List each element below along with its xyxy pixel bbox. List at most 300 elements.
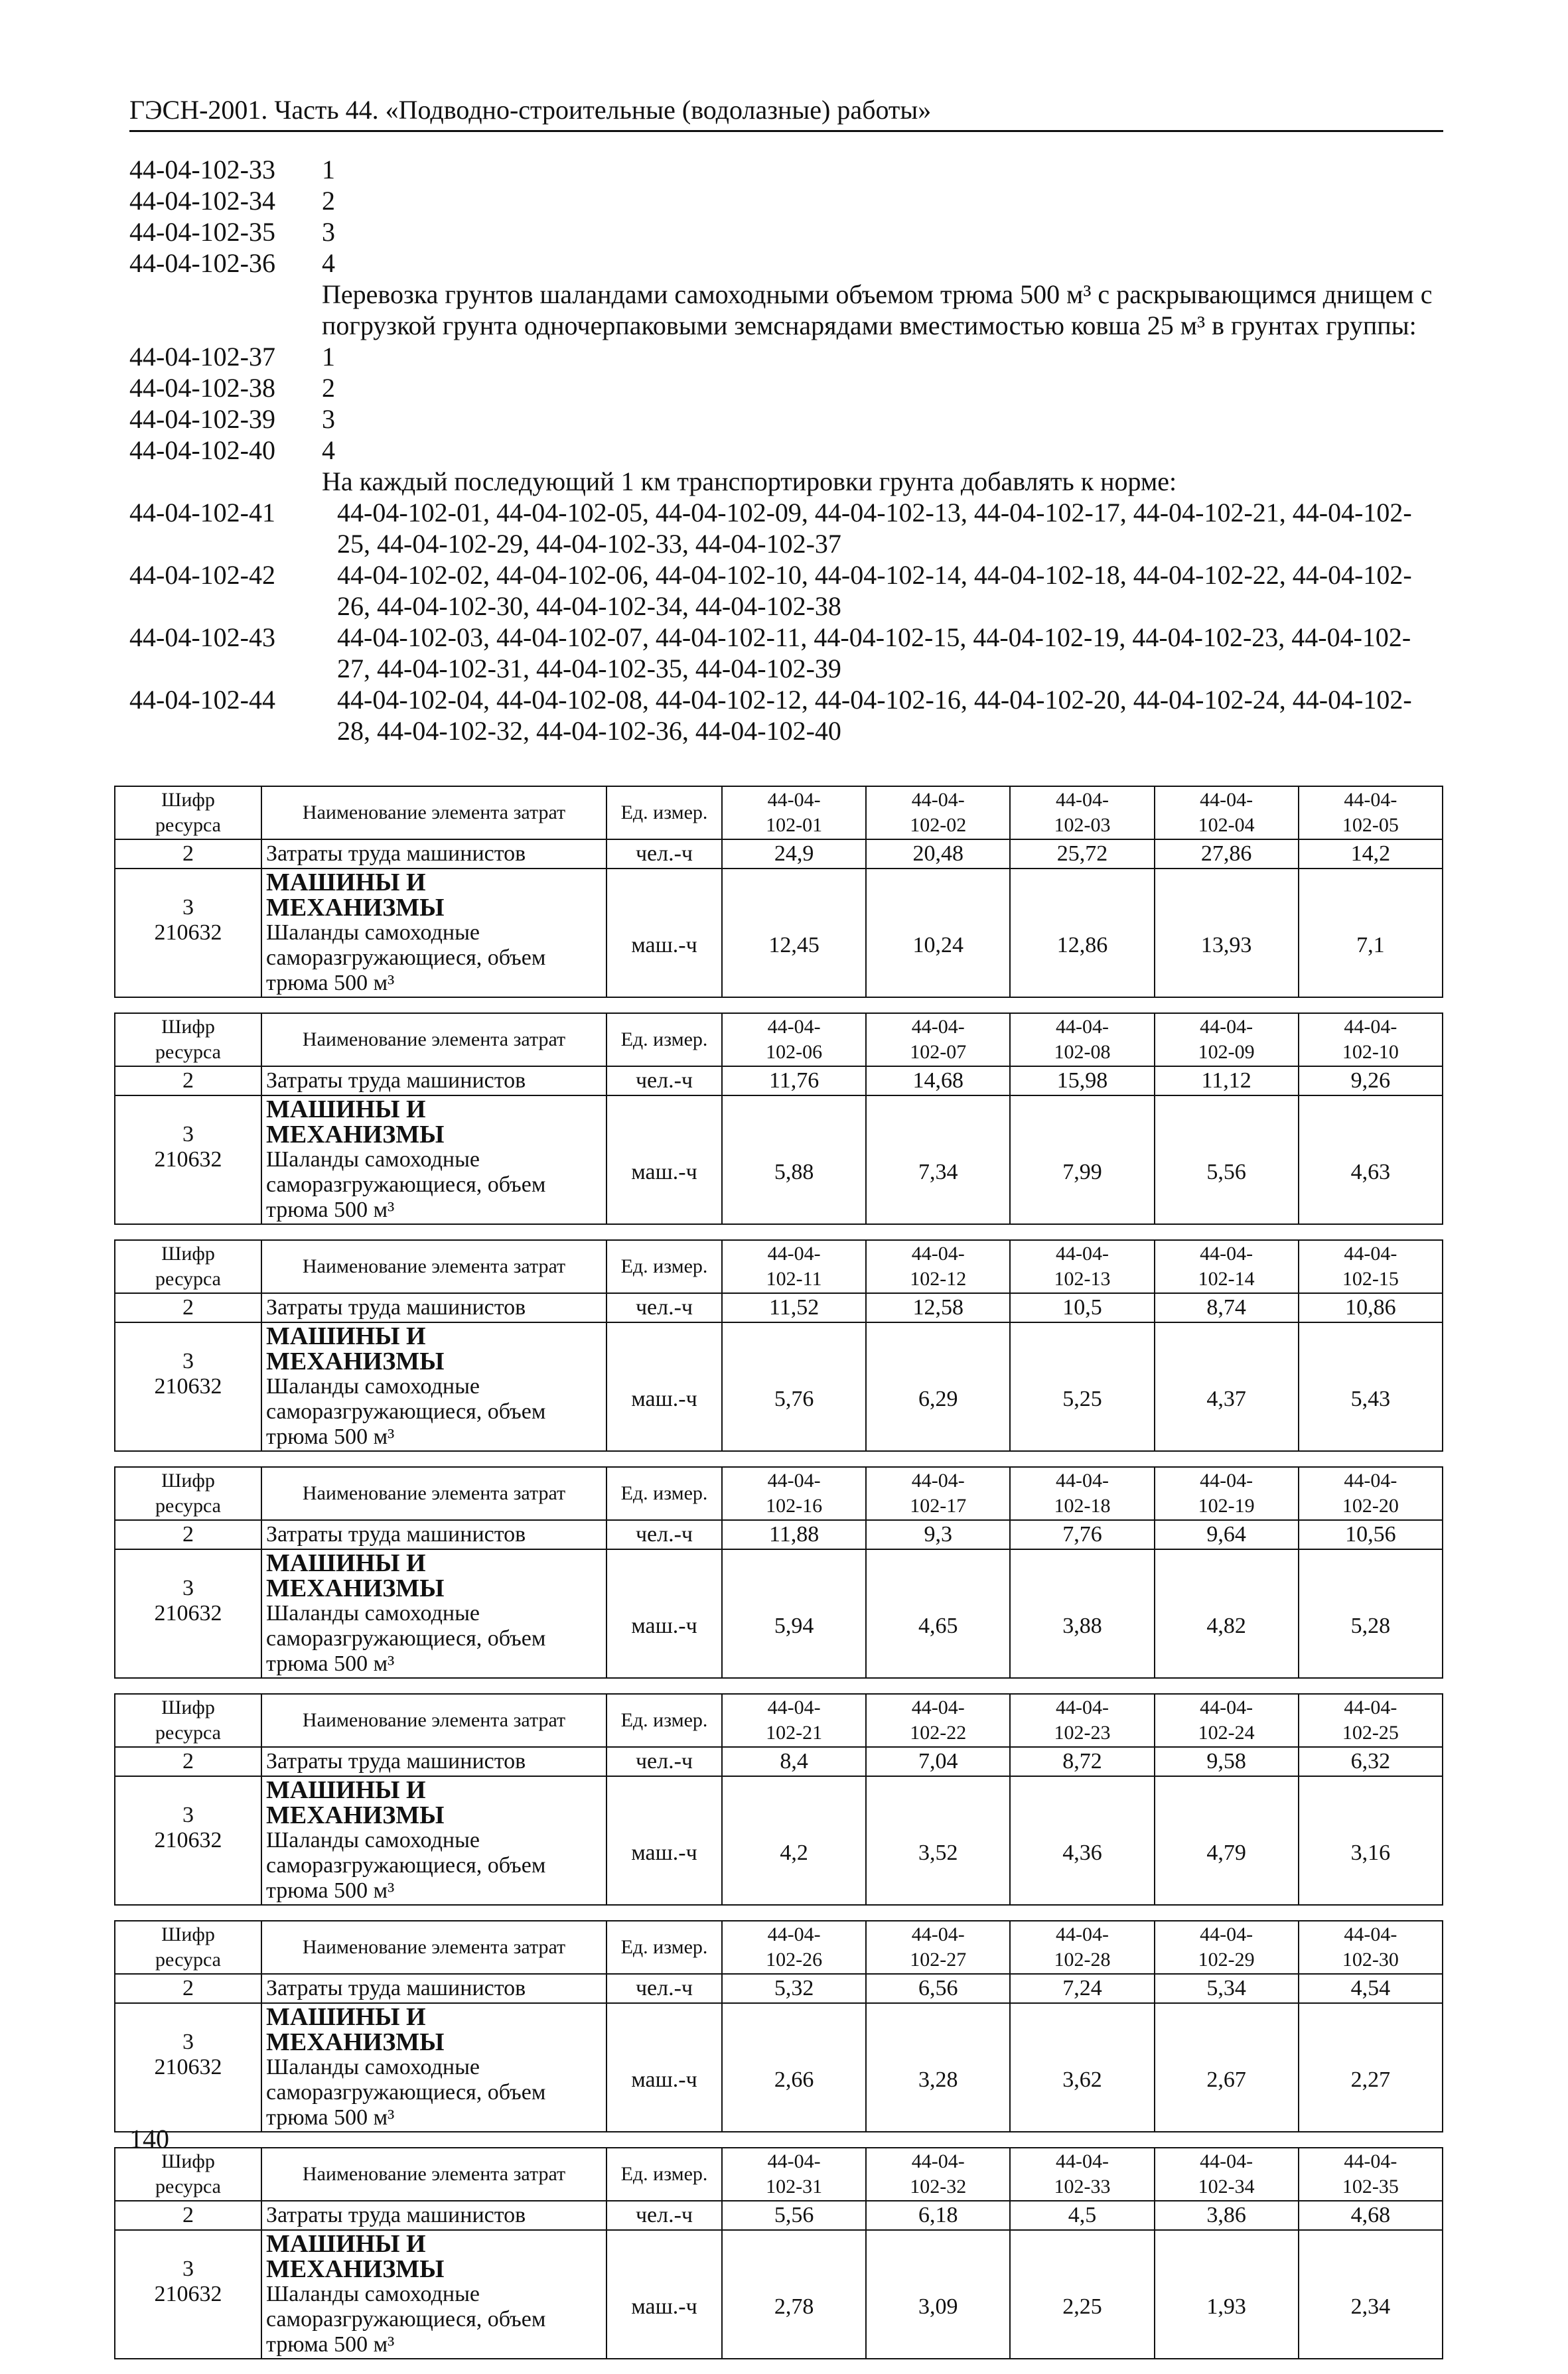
labor-value: 10,86 bbox=[1299, 1293, 1443, 1322]
code-row bbox=[129, 247, 1443, 279]
machine-name: Шаланды самоходные bbox=[266, 1601, 480, 1626]
header-row bbox=[115, 1694, 1443, 1747]
labor-value: 8,74 bbox=[1155, 1293, 1299, 1322]
code-suffix: 102-29 bbox=[1198, 1949, 1255, 1971]
machine-value: 4,65 bbox=[866, 1549, 1010, 1678]
resource-name: Затраты труда машинистов bbox=[261, 1520, 606, 1549]
code-prefix: 44-04- bbox=[767, 1923, 821, 1945]
machine-value: 10,24 bbox=[866, 869, 1010, 997]
machine-code: 210632 bbox=[154, 2282, 222, 2306]
header-text: ресурса bbox=[155, 814, 221, 836]
norm-code: 44-04-102-39 bbox=[129, 404, 275, 434]
unit: маш.-ч bbox=[606, 2003, 722, 2132]
code-suffix: 102-02 bbox=[910, 814, 967, 836]
norm-column-header bbox=[866, 786, 1010, 839]
code-prefix: 44-04- bbox=[911, 2150, 965, 2172]
norm-code: 44-04-102-34 bbox=[129, 186, 275, 216]
resource-name bbox=[261, 1549, 606, 1678]
resource-code bbox=[115, 1095, 261, 1224]
resource-name bbox=[261, 2230, 606, 2359]
norm-code: 44-04-102-42 bbox=[129, 560, 275, 590]
code-suffix: 102-12 bbox=[910, 1268, 967, 1290]
resource-code-header bbox=[115, 786, 261, 839]
code-prefix: 44-04- bbox=[1200, 1923, 1253, 1945]
cost-table bbox=[114, 1239, 1443, 1452]
resource-name: Затраты труда машинистов bbox=[261, 1747, 606, 1776]
labor-value: 6,32 bbox=[1299, 1747, 1443, 1776]
code-suffix: 102-08 bbox=[1054, 1041, 1111, 1063]
norm-column-header bbox=[866, 1013, 1010, 1066]
resource-code: 2 bbox=[115, 1520, 261, 1549]
labor-value: 9,26 bbox=[1299, 1066, 1443, 1095]
code-prefix: 44-04- bbox=[911, 1016, 965, 1038]
section-title: МАШИНЫ И МЕХАНИЗМЫ bbox=[266, 2230, 445, 2283]
norm-column-header bbox=[1299, 1467, 1443, 1520]
spacer bbox=[119, 1853, 257, 1878]
name-header: Наименование элемента затрат bbox=[261, 1921, 606, 1974]
norm-column-header bbox=[1299, 1240, 1443, 1293]
section-code: 3 bbox=[182, 1803, 194, 1827]
reference-text: 44-04-102-01, 44-04-102-05, 44-04-102-09, 44-04-102-13, 44-04-102-17, 44-04-102-21, 44-04-102-25, 44-04-102-29, 44-04-102-33, 44-04-102-37 bbox=[337, 498, 1412, 559]
resource-code bbox=[115, 2230, 261, 2359]
resource-name bbox=[261, 1095, 606, 1224]
machine-value: 6,29 bbox=[866, 1322, 1010, 1451]
code-prefix: 44-04- bbox=[1344, 789, 1397, 811]
machine-name: Шаланды самоходные bbox=[266, 2282, 480, 2306]
machine-value: 2,67 bbox=[1155, 2003, 1299, 2132]
header-text: Шифр bbox=[161, 1016, 215, 1038]
machine-value: 1,93 bbox=[1155, 2230, 1299, 2359]
norm-column-header bbox=[1010, 1694, 1154, 1747]
header-text: ресурса bbox=[155, 1268, 221, 1290]
machine-value: 7,99 bbox=[1010, 1095, 1154, 1224]
code-prefix: 44-04- bbox=[1055, 789, 1109, 811]
machine-value: 5,76 bbox=[722, 1322, 866, 1451]
machine-name-cont: саморазгружающиеся, объем трюма 500 м³ bbox=[266, 1626, 546, 1676]
machine-name-cont: саморазгружающиеся, объем трюма 500 м³ bbox=[266, 1399, 546, 1449]
code-row bbox=[129, 216, 1443, 247]
code-suffix: 102-10 bbox=[1342, 1041, 1399, 1063]
code-prefix: 44-04- bbox=[911, 789, 965, 811]
resource-code bbox=[115, 1549, 261, 1678]
labor-value: 27,86 bbox=[1155, 839, 1299, 869]
code-prefix: 44-04- bbox=[1200, 2150, 1253, 2172]
machine-value: 5,25 bbox=[1010, 1322, 1154, 1451]
header-text: Шифр bbox=[161, 1243, 215, 1265]
labor-value: 8,4 bbox=[722, 1747, 866, 1776]
unit-header: Ед. измер. bbox=[606, 2148, 722, 2201]
labor-value: 5,34 bbox=[1155, 1974, 1299, 2003]
machine-value: 3,28 bbox=[866, 2003, 1010, 2132]
resource-name: Затраты труда машинистов bbox=[261, 839, 606, 869]
code-prefix: 44-04- bbox=[1055, 1243, 1109, 1265]
header-row bbox=[115, 1921, 1443, 1974]
group-number: 2 bbox=[322, 373, 335, 403]
labor-value: 12,58 bbox=[866, 1293, 1010, 1322]
resource-code bbox=[115, 1322, 261, 1451]
resource-code bbox=[115, 869, 261, 997]
header-text: Шифр bbox=[161, 2150, 215, 2172]
machine-value: 7,34 bbox=[866, 1095, 1010, 1224]
header-row bbox=[115, 1467, 1443, 1520]
code-prefix: 44-04- bbox=[1200, 1016, 1253, 1038]
machine-code: 210632 bbox=[154, 2055, 222, 2079]
code-suffix: 102-25 bbox=[1342, 1722, 1399, 1744]
code-suffix: 102-09 bbox=[1198, 1041, 1255, 1063]
labor-value: 7,24 bbox=[1010, 1974, 1154, 2003]
labor-row bbox=[115, 1747, 1443, 1776]
machine-name-cont: саморазгружающиеся, объем трюма 500 м³ bbox=[266, 2307, 546, 2357]
group-number: 4 bbox=[322, 248, 335, 278]
reference-row bbox=[129, 622, 1443, 684]
code-row bbox=[129, 341, 1443, 372]
norm-column-header bbox=[866, 2148, 1010, 2201]
code-suffix: 102-13 bbox=[1054, 1268, 1111, 1290]
name-header: Наименование элемента затрат bbox=[261, 786, 606, 839]
code-suffix: 102-06 bbox=[766, 1041, 823, 1063]
spacer bbox=[119, 1399, 257, 1425]
code-row bbox=[129, 185, 1443, 216]
machine-name-cont: саморазгружающиеся, объем трюма 500 м³ bbox=[266, 1853, 546, 1903]
resource-name: Затраты труда машинистов bbox=[261, 1974, 606, 2003]
machine-value: 12,86 bbox=[1010, 869, 1154, 997]
reference-text: 44-04-102-02, 44-04-102-06, 44-04-102-10, 44-04-102-14, 44-04-102-18, 44-04-102-22, 44-04-102-26, 44-04-102-30, 44-04-102-34, 44-04-102-38 bbox=[337, 560, 1412, 621]
code-suffix: 102-26 bbox=[766, 1949, 823, 1971]
code-prefix: 44-04- bbox=[1344, 1697, 1397, 1718]
machinery-row bbox=[115, 869, 1443, 997]
norm-column-header bbox=[722, 1013, 866, 1066]
machine-code: 210632 bbox=[154, 920, 222, 945]
machine-value: 5,28 bbox=[1299, 1549, 1443, 1678]
machine-code: 210632 bbox=[154, 1601, 222, 1626]
machine-value: 4,36 bbox=[1010, 1776, 1154, 1905]
code-row bbox=[129, 435, 1443, 466]
group-number: 3 bbox=[322, 217, 335, 247]
section-title: МАШИНЫ И МЕХАНИЗМЫ bbox=[266, 869, 445, 922]
machine-value: 4,63 bbox=[1299, 1095, 1443, 1224]
labor-value: 11,12 bbox=[1155, 1066, 1299, 1095]
norm-column-header bbox=[1010, 1240, 1154, 1293]
norm-column-header bbox=[722, 1921, 866, 1974]
labor-value: 11,52 bbox=[722, 1293, 866, 1322]
machine-value: 4,37 bbox=[1155, 1322, 1299, 1451]
header-text: Шифр bbox=[161, 789, 215, 811]
name-header: Наименование элемента затрат bbox=[261, 1013, 606, 1066]
cost-table bbox=[114, 1466, 1443, 1679]
machine-value: 2,27 bbox=[1299, 2003, 1443, 2132]
cost-table bbox=[114, 786, 1443, 998]
resource-code-header bbox=[115, 1013, 261, 1066]
resource-name: Затраты труда машинистов bbox=[261, 1293, 606, 1322]
code-suffix: 102-30 bbox=[1342, 1949, 1399, 1971]
resource-code: 2 bbox=[115, 1747, 261, 1776]
labor-row bbox=[115, 1520, 1443, 1549]
norm-column-header bbox=[1010, 1013, 1154, 1066]
machinery-row bbox=[115, 2003, 1443, 2132]
resource-code: 2 bbox=[115, 1293, 261, 1322]
norm-column-header bbox=[1299, 1013, 1443, 1066]
labor-value: 7,76 bbox=[1010, 1520, 1154, 1549]
per-km-note: На каждый последующий 1 км транспортировки грунта добавлять к норме: bbox=[322, 466, 1177, 496]
resource-code: 2 bbox=[115, 1974, 261, 2003]
code-suffix: 102-21 bbox=[766, 1722, 823, 1744]
labor-value: 11,88 bbox=[722, 1520, 866, 1549]
unit-header: Ед. измер. bbox=[606, 1240, 722, 1293]
labor-value: 10,56 bbox=[1299, 1520, 1443, 1549]
unit: маш.-ч bbox=[606, 1776, 722, 1905]
header-row bbox=[115, 786, 1443, 839]
code-suffix: 102-07 bbox=[910, 1041, 967, 1063]
norm-code: 44-04-102-36 bbox=[129, 248, 275, 278]
code-suffix: 102-23 bbox=[1054, 1722, 1111, 1744]
unit-header: Ед. измер. bbox=[606, 1467, 722, 1520]
labor-value: 7,04 bbox=[866, 1747, 1010, 1776]
machinery-row bbox=[115, 1549, 1443, 1678]
code-suffix: 102-19 bbox=[1198, 1495, 1255, 1517]
section-code: 3 bbox=[182, 1349, 194, 1373]
header-text: ресурса bbox=[155, 1041, 221, 1063]
header-text: ресурса bbox=[155, 1495, 221, 1517]
norm-column-header bbox=[1010, 2148, 1154, 2201]
labor-value: 8,72 bbox=[1010, 1747, 1154, 1776]
unit: маш.-ч bbox=[606, 869, 722, 997]
machine-value: 5,56 bbox=[1155, 1095, 1299, 1224]
norm-column-header bbox=[722, 1694, 866, 1747]
spacer bbox=[119, 1172, 257, 1198]
machine-value: 2,78 bbox=[722, 2230, 866, 2359]
code-suffix: 102-22 bbox=[910, 1722, 967, 1744]
unit-header: Ед. измер. bbox=[606, 786, 722, 839]
code-row bbox=[129, 403, 1443, 435]
code-suffix: 102-27 bbox=[910, 1949, 967, 1971]
unit: маш.-ч bbox=[606, 1095, 722, 1224]
resource-name bbox=[261, 1322, 606, 1451]
header-text: ресурса bbox=[155, 1722, 221, 1744]
machine-name: Шаланды самоходные bbox=[266, 1828, 480, 1852]
norm-code: 44-04-102-43 bbox=[129, 622, 275, 652]
page-header: ГЭСН-2001. Часть 44. «Подводно-строительные (водолазные) работы» bbox=[129, 93, 1443, 132]
labor-row bbox=[115, 839, 1443, 869]
header-row bbox=[115, 2148, 1443, 2201]
machine-value: 2,25 bbox=[1010, 2230, 1154, 2359]
cost-table bbox=[114, 1012, 1443, 1225]
norm-code: 44-04-102-37 bbox=[129, 342, 275, 372]
code-prefix: 44-04- bbox=[1055, 1923, 1109, 1945]
norm-column-header bbox=[866, 1467, 1010, 1520]
norm-code: 44-04-102-44 bbox=[129, 685, 275, 715]
code-prefix: 44-04- bbox=[1055, 1470, 1109, 1492]
machine-name: Шаланды самоходные bbox=[266, 1374, 480, 1399]
norm-column-header bbox=[722, 1240, 866, 1293]
code-prefix: 44-04- bbox=[767, 1016, 821, 1038]
page-number: 140 bbox=[129, 2124, 169, 2154]
labor-value: 4,54 bbox=[1299, 1974, 1443, 2003]
labor-value: 4,68 bbox=[1299, 2201, 1443, 2230]
cost-table bbox=[114, 2147, 1443, 2359]
header-text: Шифр bbox=[161, 1923, 215, 1945]
machine-value: 5,43 bbox=[1299, 1322, 1443, 1451]
reference-row bbox=[129, 684, 1443, 746]
code-suffix: 102-11 bbox=[766, 1268, 822, 1290]
norm-column-header bbox=[1299, 1921, 1443, 1974]
code-suffix: 102-15 bbox=[1342, 1268, 1399, 1290]
name-header: Наименование элемента затрат bbox=[261, 2148, 606, 2201]
code-prefix: 44-04- bbox=[1344, 1243, 1397, 1265]
name-header: Наименование элемента затрат bbox=[261, 1467, 606, 1520]
code-suffix: 102-28 bbox=[1054, 1949, 1111, 1971]
section-code: 3 bbox=[182, 1122, 194, 1147]
labor-value: 5,56 bbox=[722, 2201, 866, 2230]
norm-column-header bbox=[1155, 1921, 1299, 1974]
machine-value: 3,52 bbox=[866, 1776, 1010, 1905]
spacer bbox=[119, 2307, 257, 2332]
labor-row bbox=[115, 1974, 1443, 2003]
labor-row bbox=[115, 1066, 1443, 1095]
unit: маш.-ч bbox=[606, 2230, 722, 2359]
section-code: 3 bbox=[182, 895, 194, 920]
labor-value: 25,72 bbox=[1010, 839, 1154, 869]
section-code: 3 bbox=[182, 2030, 194, 2054]
code-prefix: 44-04- bbox=[1344, 1923, 1397, 1945]
labor-value: 3,86 bbox=[1155, 2201, 1299, 2230]
code-prefix: 44-04- bbox=[767, 1243, 821, 1265]
machinery-row bbox=[115, 2230, 1443, 2359]
machine-value: 3,88 bbox=[1010, 1549, 1154, 1678]
resource-name: Затраты труда машинистов bbox=[261, 1066, 606, 1095]
unit-header: Ед. измер. bbox=[606, 1694, 722, 1747]
resource-code bbox=[115, 2003, 261, 2132]
section-title: МАШИНЫ И МЕХАНИЗМЫ bbox=[266, 1322, 445, 1375]
description-b: Перевозка грунтов шаландами самоходными объемом трюма 500 м³ с раскрывающимся днищем с погрузкой грунта одночерпаковыми земснарядами вместимостью ковша 25 м³ в грунтах группы: bbox=[322, 279, 1433, 340]
group-number: 3 bbox=[322, 404, 335, 434]
code-prefix: 44-04- bbox=[767, 2150, 821, 2172]
unit: чел.-ч bbox=[606, 1293, 722, 1322]
code-list-a bbox=[129, 154, 1443, 279]
resource-name bbox=[261, 1776, 606, 1905]
resource-name: Затраты труда машинистов bbox=[261, 2201, 606, 2230]
cost-table bbox=[114, 1693, 1443, 1906]
reference-text: 44-04-102-04, 44-04-102-08, 44-04-102-12, 44-04-102-16, 44-04-102-20, 44-04-102-24, 44-04-102-28, 44-04-102-32, 44-04-102-36, 44-04-102-40 bbox=[337, 685, 1412, 746]
section-title: МАШИНЫ И МЕХАНИЗМЫ bbox=[266, 1776, 445, 1829]
code-suffix: 102-34 bbox=[1198, 2176, 1255, 2198]
labor-value: 9,3 bbox=[866, 1520, 1010, 1549]
unit: чел.-ч bbox=[606, 839, 722, 869]
machine-value: 4,79 bbox=[1155, 1776, 1299, 1905]
code-suffix: 102-31 bbox=[766, 2176, 823, 2198]
labor-value: 5,32 bbox=[722, 1974, 866, 2003]
norm-column-header bbox=[1155, 2148, 1299, 2201]
norm-column-header bbox=[1155, 786, 1299, 839]
unit-header: Ед. измер. bbox=[606, 1921, 722, 1974]
code-prefix: 44-04- bbox=[1055, 2150, 1109, 2172]
resource-code-header bbox=[115, 2148, 261, 2201]
resource-code-header bbox=[115, 1467, 261, 1520]
spacer bbox=[119, 1626, 257, 1651]
norm-column-header bbox=[1010, 1921, 1154, 1974]
unit: чел.-ч bbox=[606, 1974, 722, 2003]
labor-value: 6,18 bbox=[866, 2201, 1010, 2230]
code-suffix: 102-33 bbox=[1054, 2176, 1111, 2198]
group-number: 4 bbox=[322, 435, 335, 465]
code-prefix: 44-04- bbox=[1055, 1697, 1109, 1718]
reference-text: 44-04-102-03, 44-04-102-07, 44-04-102-11, 44-04-102-15, 44-04-102-19, 44-04-102-23, 44-04-102-27, 44-04-102-31, 44-04-102-35, 44-04-102-39 bbox=[337, 622, 1411, 683]
code-prefix: 44-04- bbox=[911, 1243, 965, 1265]
resource-code-header bbox=[115, 1240, 261, 1293]
norm-code: 44-04-102-33 bbox=[129, 155, 275, 184]
intro-block bbox=[129, 154, 1443, 746]
labor-value: 20,48 bbox=[866, 839, 1010, 869]
machine-value: 3,16 bbox=[1299, 1776, 1443, 1905]
name-header: Наименование элемента затрат bbox=[261, 1694, 606, 1747]
machine-code: 210632 bbox=[154, 1828, 222, 1852]
code-prefix: 44-04- bbox=[1344, 1016, 1397, 1038]
resource-code: 2 bbox=[115, 2201, 261, 2230]
unit: чел.-ч bbox=[606, 1066, 722, 1095]
code-row bbox=[129, 154, 1443, 185]
header-text: ресурса bbox=[155, 1949, 221, 1971]
code-suffix: 102-20 bbox=[1342, 1495, 1399, 1517]
section-title: МАШИНЫ И МЕХАНИЗМЫ bbox=[266, 1095, 445, 1149]
norm-column-header bbox=[866, 1921, 1010, 1974]
norm-column-header bbox=[1299, 2148, 1443, 2201]
machine-value: 4,82 bbox=[1155, 1549, 1299, 1678]
resource-code-header bbox=[115, 1921, 261, 1974]
header-text: Шифр bbox=[161, 1470, 215, 1492]
reference-list bbox=[129, 497, 1443, 746]
norm-code: 44-04-102-40 bbox=[129, 435, 275, 465]
code-suffix: 102-05 bbox=[1342, 814, 1399, 836]
resource-code-header bbox=[115, 1694, 261, 1747]
group-number: 2 bbox=[322, 186, 335, 216]
labor-value: 6,56 bbox=[866, 1974, 1010, 2003]
machine-value: 4,2 bbox=[722, 1776, 866, 1905]
section-title: МАШИНЫ И МЕХАНИЗМЫ bbox=[266, 1549, 445, 1602]
labor-row bbox=[115, 2201, 1443, 2230]
norm-column-header bbox=[866, 1240, 1010, 1293]
machine-value: 5,94 bbox=[722, 1549, 866, 1678]
code-suffix: 102-18 bbox=[1054, 1495, 1111, 1517]
machine-value: 2,34 bbox=[1299, 2230, 1443, 2359]
spacer bbox=[119, 2080, 257, 2105]
code-suffix: 102-17 bbox=[910, 1495, 967, 1517]
norm-column-header bbox=[1299, 1694, 1443, 1747]
norm-column-header bbox=[722, 2148, 866, 2201]
norm-code: 44-04-102-38 bbox=[129, 373, 275, 403]
code-row bbox=[129, 372, 1443, 403]
norm-column-header bbox=[1010, 786, 1154, 839]
header-row bbox=[115, 1013, 1443, 1066]
spacer bbox=[119, 945, 257, 971]
resource-name bbox=[261, 869, 606, 997]
code-prefix: 44-04- bbox=[1055, 1016, 1109, 1038]
code-prefix: 44-04- bbox=[767, 1697, 821, 1718]
machine-name: Шаланды самоходные bbox=[266, 1147, 480, 1172]
labor-row bbox=[115, 1293, 1443, 1322]
header-row bbox=[115, 1240, 1443, 1293]
machine-name: Шаланды самоходные bbox=[266, 2055, 480, 2079]
unit: чел.-ч bbox=[606, 1747, 722, 1776]
header-text: ресурса bbox=[155, 2176, 221, 2198]
resource-code bbox=[115, 1776, 261, 1905]
norm-column-header bbox=[1299, 786, 1443, 839]
code-suffix: 102-24 bbox=[1198, 1722, 1255, 1744]
code-prefix: 44-04- bbox=[911, 1470, 965, 1492]
code-prefix: 44-04- bbox=[1200, 1243, 1253, 1265]
norm-column-header bbox=[1155, 1240, 1299, 1293]
labor-value: 10,5 bbox=[1010, 1293, 1154, 1322]
labor-value: 15,98 bbox=[1010, 1066, 1154, 1095]
norm-code: 44-04-102-35 bbox=[129, 217, 275, 247]
